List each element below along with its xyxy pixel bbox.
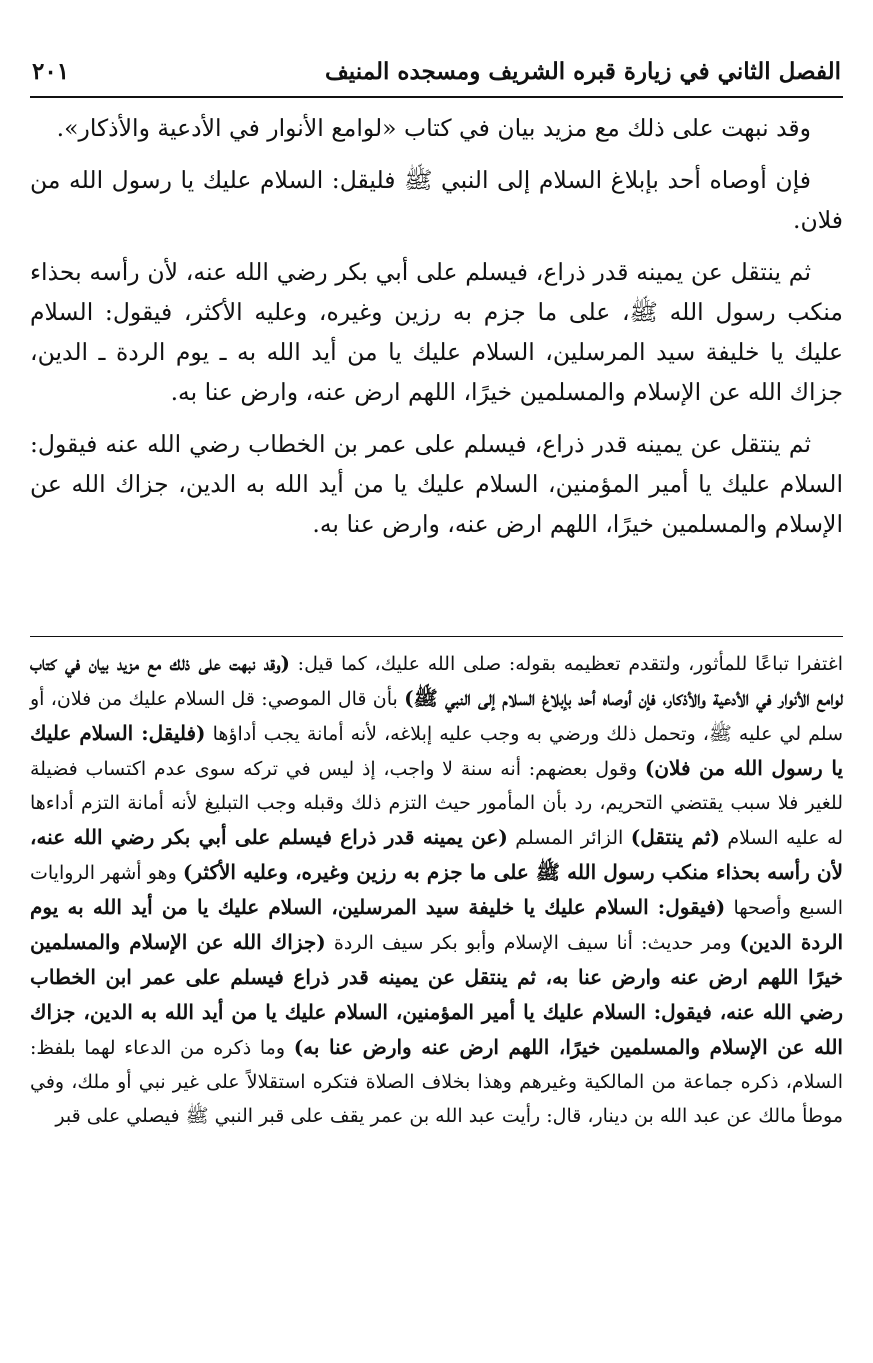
- paragraph-1: وقد نبهت على ذلك مع مزيد بيان في كتاب «لوامع الأنوار في الأدعية والأذكار».: [56, 114, 811, 142]
- paragraph-2: فإن أوصاه أحد بإبلاغ السلام إلى النبي ﷺ فليقل: السلام عليك يا رسول الله من فلان.: [30, 166, 843, 234]
- commentary-plain: وما ذكره من الدعاء لهما بلفظ: السلام، ذكره جماعة من المالكية وغيرهم وهذا بخلاف الصلاة فتكره استقلالاً على غير نبي أو ملك، وفي موطأ مالك عن عبد الله بن دينار، قال: رأيت عبد الله بن عمر يقف على قبر النبي ﷺ فيصلي على قبر: [30, 1037, 843, 1127]
- commentary-plain: الزائر المسلم: [507, 827, 631, 849]
- page-number: ٢٠١: [32, 58, 70, 85]
- commentary-plain: بأن قال الموصي: قل السلام عليك من فلان، أو سلم لي عليه ﷺ، وتحمل ذلك ورضي به وجب عليه إبلاغه، لأنه أمانة يجب أداؤها: [30, 688, 844, 745]
- commentary-quote: (جزاك الله عن الإسلام والمسلمين خيرًا اللهم ارض عنه وارض عنا به، ثم ينتقل عن يمينه قدر ذراع فيسلم على عمر ابن الخطاب رضي الله عنه، فيقول: السلام عليك يا أمير المؤمنين، السلام عليك يا من أيد الله به الدين، جزاك الله عن الإسلام والمسلمين خيرًا، اللهم ارض عنه وارض عنا به): [30, 930, 843, 1059]
- paragraph-3: ثم ينتقل عن يمينه قدر ذراع، فيسلم على أبي بكر رضي الله عنه، لأن رأسه بحذاء منكب رسول الله ﷺ، على ما جزم به رزين وغيره، وعليه الأكثر، فيقول: السلام عليك يا خليفة سيد المرسلين، السلام عليك يا من أيد الله به ـ يوم الردة ـ الدين، جزاك الله عن الإسلام والمسلمين خيرًا، اللهم ارض عنه، وارض عنا به.: [30, 258, 843, 406]
- footnote-rule: [30, 636, 843, 637]
- header-rule: [30, 96, 843, 98]
- paragraph-4: ثم ينتقل عن يمينه قدر ذراع، فيسلم على عمر بن الخطاب رضي الله عنه فيقول: السلام عليك يا أمير المؤمنين، السلام عليك يا من أيد الله به الدين، جزاك الله عن الإسلام والمسلمين خيرًا، اللهم ارض عنه، وارض عنا به.: [30, 430, 843, 538]
- commentary-footnote: [30, 646, 843, 1133]
- commentary-quote: (وقد نبهت على ذلك مع مزيد بيان في كتاب لوامع الأنوار في الأدعية والأذكار، فإن أوصاه أحد بإبلاغ السلام إلى النبي ﷺ): [30, 651, 843, 710]
- commentary-quote: (عن يمينه قدر ذراع فيسلم على أبي بكر رضي الله عنه، لأن رأسه بحذاء منكب رسول الله ﷺ على ما جزم به رزين وغيره، وعليه الأكثر): [30, 825, 843, 884]
- commentary-plain: اغتفرا تباعًا للمأثور، ولتقدم تعظيمه بقوله: صلى الله عليك، كما قيل:: [289, 653, 843, 675]
- commentary-quote: (ثم ينتقل): [630, 825, 720, 849]
- main-text: [30, 108, 843, 556]
- commentary-plain: ومر حديث: أنا سيف الإسلام وأبو بكر سيف الردة: [325, 932, 740, 954]
- commentary-quote: (فيقول: السلام عليك يا خليفة سيد المرسلين، السلام عليك يا من أيد الله به يوم الردة الدين): [30, 895, 844, 954]
- running-header: [32, 58, 841, 92]
- commentary-plain: وهو أشهر الروايات السبع وأصحها: [30, 862, 843, 919]
- chapter-title: الفصل الثاني في زيارة قبره الشريف ومسجده المنيف: [325, 58, 841, 85]
- commentary-text: [30, 646, 843, 1133]
- commentary-quote: (فليقل: السلام عليك يا رسول الله من فلان): [30, 721, 844, 780]
- commentary-plain: وقول بعضهم: أنه سنة لا واجب، إذ ليس في تركه سوى عدم اكتساب فضيلة للغير فلا سبب يقتضي التحريم، رد بأن المأمور حيث التزم ذلك وقبله وجب التبليغ لأنه أمانة التزم أداءها له عليه السلام: [30, 758, 843, 849]
